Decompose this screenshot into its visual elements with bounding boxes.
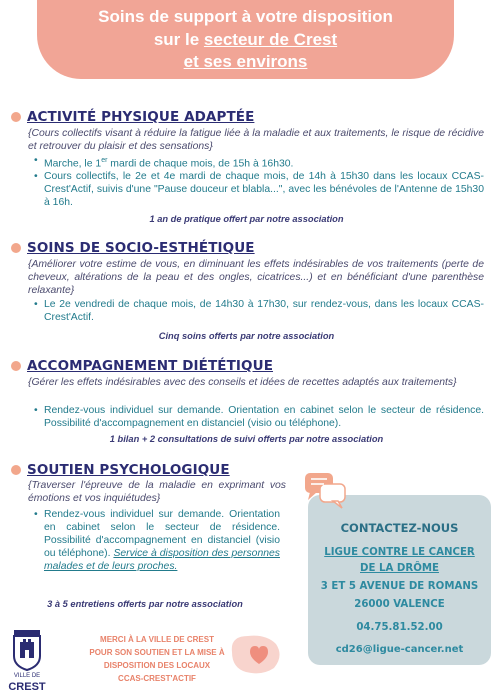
bullet-dot-icon <box>11 361 21 371</box>
thanks-line-3: DISPOSITION DES LOCAUX <box>103 661 211 670</box>
list-item: • Rendez-vous individuel sur demande. Orientation en cabinet selon le secteur de résidence. Possibilité d'accompagnement en distanciel (visio ou téléphone). Service à disposition des personnes malades et de leurs proches. <box>34 508 280 573</box>
section-title: SOINS DE SOCIO-ESTHÉTIQUE <box>27 240 255 256</box>
section-title: ACCOMPAGNEMENT DIÉTÉTIQUE <box>27 358 274 374</box>
heart-icon <box>226 630 286 678</box>
contact-org-line1: LIGUE CONTRE LE CANCER <box>324 547 475 558</box>
contact-heading: CONTACTEZ-NOUS <box>340 521 459 535</box>
speech-bubble-icon <box>302 470 348 512</box>
crest-shield-icon <box>8 628 46 672</box>
section-bullets <box>34 298 484 324</box>
section-offer: 1 an de pratique offert par notre association <box>149 214 344 224</box>
section-intro: {Améliorer votre estime de vous, en diminuant les effets indésirables de vos traitements (perte de cheveux, altérations de la peau et des ongles, cicatrices...) et en bénéficiant d'une parenthèse relaxante} <box>28 259 484 296</box>
contact-org-line2: DE LA DRÔME <box>360 563 439 574</box>
section-offer: Cinq soins offerts par notre association <box>158 331 335 341</box>
header-line-3: et ses environs <box>183 52 308 71</box>
service-note: Service à disposition des personnes malades et de leurs proches. <box>44 548 280 572</box>
section-intro: {Traverser l'épreuve de la maladie en exprimant vos émotions et vos inquiétudes} <box>28 480 286 504</box>
logo-top: VILLE DE <box>13 673 41 679</box>
thanks-line-1: MERCI À LA VILLE DE CREST <box>100 635 214 644</box>
logo-name: CREST <box>8 681 46 693</box>
section-intro: {Gérer les effets indésirables avec des conseils et idées de recettes adaptés aux traitements} <box>28 377 457 388</box>
bullet-dot-icon <box>11 465 21 475</box>
header-line-1: Soins de support à votre disposition <box>98 7 393 26</box>
contact-email[interactable]: cd26@ligue-cancer.net <box>335 644 464 655</box>
contact-box <box>308 495 491 665</box>
list-item: • Le 2e vendredi de chaque mois, de 14h30 à 17h30, sur rendez-vous, dans les locaux CCAS-Crest'Actif. <box>34 298 484 324</box>
contact-address1: 3 ET 5 AVENUE DE ROMANS <box>320 581 479 592</box>
section-title: SOUTIEN PSYCHOLOGIQUE <box>27 462 230 478</box>
section-activite-heading <box>11 109 254 125</box>
contact-phone: 04.75.81.52.00 <box>356 622 443 633</box>
section-psy-heading <box>11 462 230 478</box>
ville-de-crest-logo <box>8 628 46 696</box>
list-item: • Cours collectifs, le 2e et 4e mardi de chaque mois, de 14h à 15h30 dans les locaux CCAS-Crest'Actif, suivis d'une "Pause douceur et blabla...", avec les bénévoles de l'Antenne de 15h30 à 16h. <box>34 170 484 209</box>
section-dietetique-heading <box>11 358 273 374</box>
header-banner <box>37 0 454 79</box>
section-bullets <box>34 154 484 209</box>
section-offer: 3 à 5 entretiens offerts par notre association <box>47 599 243 609</box>
section-intro: {Cours collectifs visant à réduire la fatigue liée à la maladie et aux traitements, le risque de récidive et retrouver du plaisir et des sensations} <box>28 128 484 152</box>
thanks-line-2: POUR SON SOUTIEN ET LA MISE À <box>89 648 225 657</box>
section-title: ACTIVITÉ PHYSIQUE ADAPTÉE <box>27 109 255 125</box>
section-offer: 1 bilan + 2 consultations de suivi offerts par notre association <box>109 434 384 444</box>
section-bullets <box>34 508 280 573</box>
section-socio-heading <box>11 240 255 256</box>
contact-address2: 26000 VALENCE <box>354 599 445 610</box>
section-bullets <box>34 404 484 430</box>
thanks-text <box>72 633 242 695</box>
list-item: • Marche, le 1er mardi de chaque mois, de 15h à 16h30. <box>34 154 484 170</box>
thanks-line-4: CCAS-CREST'ACTIF <box>118 674 196 683</box>
header-line-2: sur le secteur de Crest <box>153 30 338 49</box>
list-item: • Rendez-vous individuel sur demande. Orientation en cabinet selon le secteur de résidence. Possibilité d'accompagnement en distanciel (visio ou téléphone). <box>34 404 484 430</box>
bullet-dot-icon <box>11 243 21 253</box>
bullet-dot-icon <box>11 112 21 122</box>
